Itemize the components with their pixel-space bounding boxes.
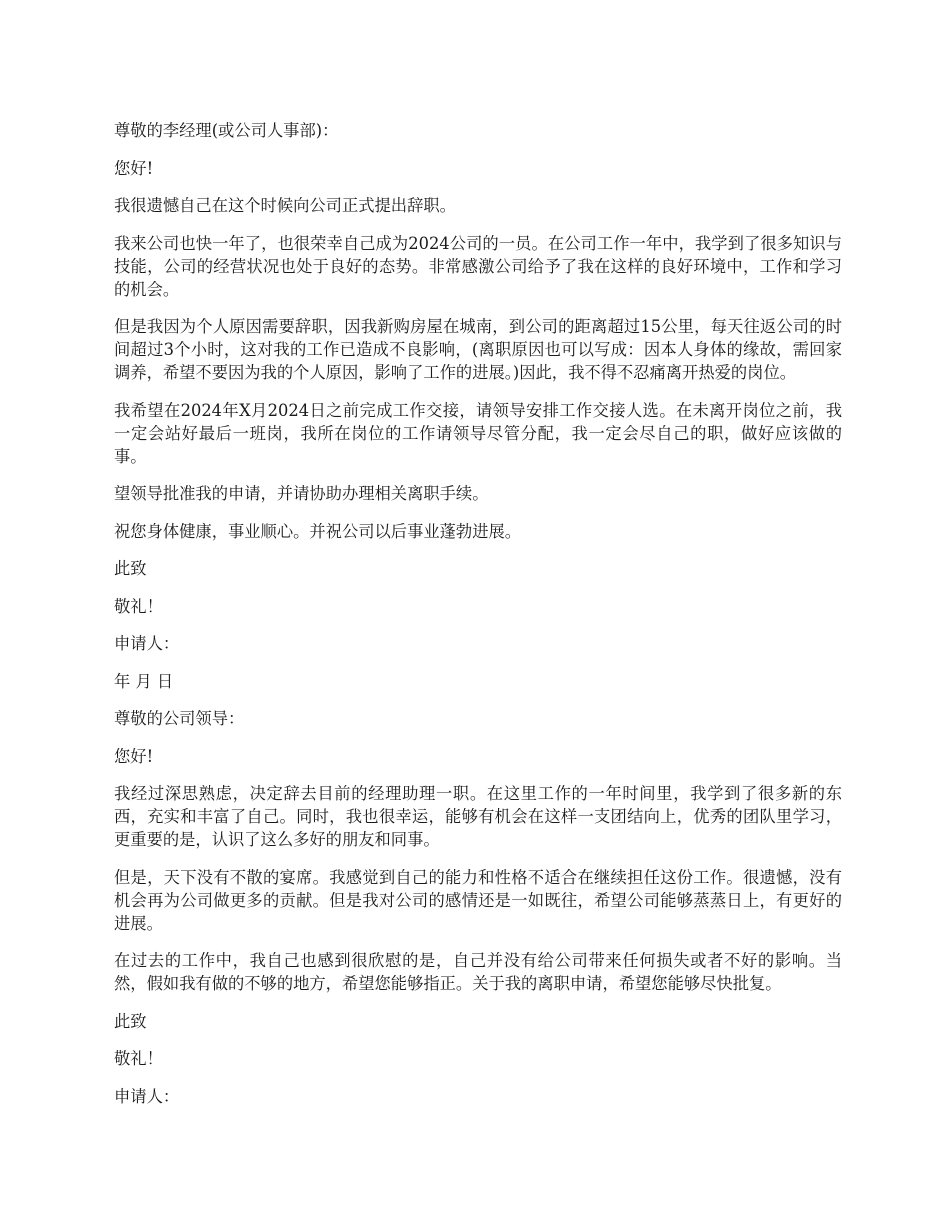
letter1-paragraph-1: 我很遗憾自己在这个时候向公司正式提出辞职。 xyxy=(114,196,456,215)
letter2-paragraph-2: 但是，天下没有不散的宴席。我感觉到自己的能力和性格不适合在继续担任这份工作。很遗憾，没有机会再为公司做更多的贡献。但是我对公司的感情还是一如既往，希望公司能够蒸蒸日上，有更好的进展。 xyxy=(114,867,842,933)
letter1-paragraph-6: 祝您身体健康，事业顺心。并祝公司以后事业蓬勃进展。 xyxy=(114,521,522,541)
letter2-paragraph-1: 我经过深思熟虑，决定辞去目前的经理助理一职。在这里工作的一年时间里，我学到了很多新的东西，充实和丰富了自己。同时，我也很幸运，能够有机会在这样一支团结向上，优秀的团队里学习，更重要的是，认识了这么多好的朋友和同事。 xyxy=(114,784,842,849)
letter1-closing-2: 敬礼！ xyxy=(114,596,163,616)
document-page xyxy=(114,119,842,1122)
letter1-paragraph-2: 我来公司也快一年了，也很荣幸自己成为2024公司的一员。在公司工作一年中，我学到了很多知识与技能，公司的经营状况也处于良好的态势。非常感激公司给予了我在这样的良好环境中，工作和学习的机会。 xyxy=(114,233,842,299)
letter1-salutation: 尊敬的李经理(或公司人事部)： xyxy=(114,121,339,140)
letter1-date: 年 月 日 xyxy=(114,671,174,691)
letter1-paragraph-5: 望领导批准我的申请，并请协助办理相关离职手续。 xyxy=(114,484,489,503)
letter1-paragraph-3: 但是我因为个人原因需要辞职，因我新购房屋在城南，到公司的距离超过15公里，每天往返公司的时间超过3个小时，这对我的工作已造成不良影响，(离职原因也可以写成：因本人身体的缘故，需回家调养，希望不要因为我的个人原因，影响了工作的进展。)因此，我不得不忍痛离开热爱的岗位。 xyxy=(114,317,842,382)
letter2-closing-2: 敬礼！ xyxy=(114,1049,163,1068)
letter1-closing-1: 此致 xyxy=(114,559,147,578)
letter1-paragraph-4: 我希望在2024年X月2024日之前完成工作交接，请领导安排工作交接人选。在未离开岗位之前，我一定会站好最后一班岗，我所在岗位的工作请领导尽管分配，我一定会尽自己的职，做好应该做的事。 xyxy=(114,400,842,466)
letter2-salutation: 尊敬的公司领导： xyxy=(114,709,245,728)
letter1-greeting: 您好! xyxy=(114,158,154,178)
letter2-closing-1: 此致 xyxy=(114,1011,147,1031)
letter2-greeting: 您好! xyxy=(114,746,154,766)
letter1-applicant: 申请人： xyxy=(114,634,180,653)
letter2-paragraph-3: 在过去的工作中，我自己也感到很欣慰的是，自己并没有给公司带来任何损失或者不好的影响。当然，假如我有做的不够的地方，希望您能够指正。关于我的离职申请，希望您能够尽快批复。 xyxy=(114,951,842,993)
letter2-applicant: 申请人： xyxy=(114,1086,180,1106)
